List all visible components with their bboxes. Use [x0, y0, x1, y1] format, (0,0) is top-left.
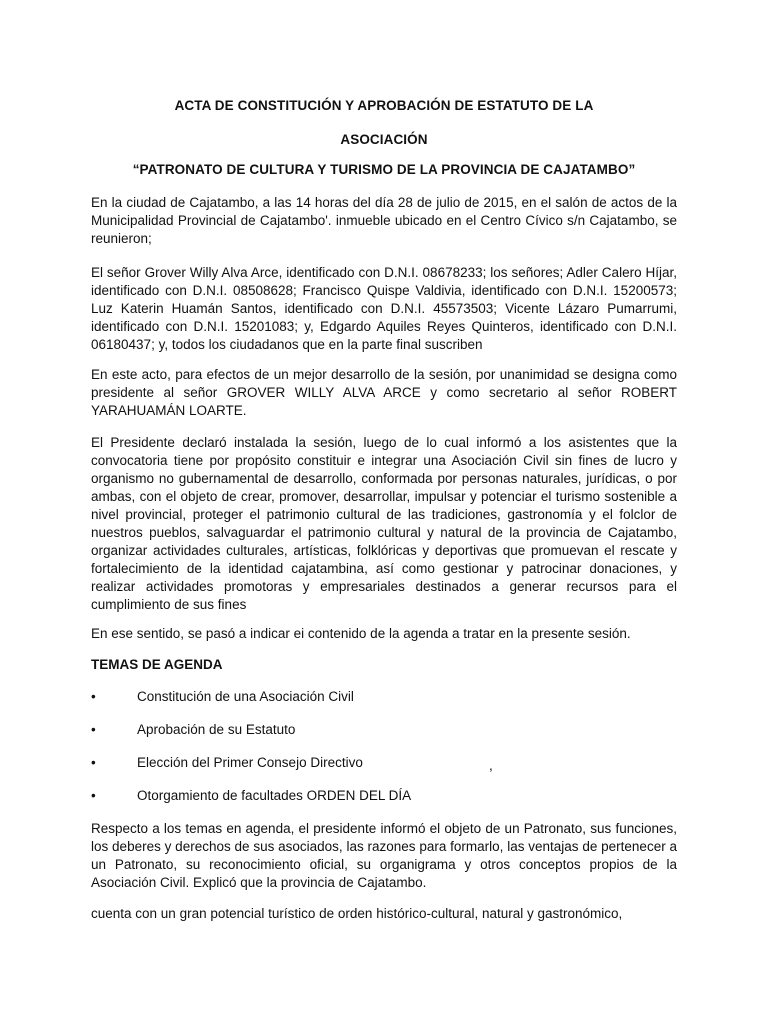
agenda-item-text: Aprobación de su Estatuto [137, 722, 296, 737]
document-title-line-3: “PATRONATO DE CULTURA Y TURISMO DE LA PROVINCIA DE CAJATAMBO” [132, 162, 636, 177]
agenda-item [91, 755, 677, 775]
bullet-icon: • [91, 722, 96, 737]
paragraph-opening: En la ciudad de Cajatambo, a las 14 horas del día 28 de julio de 2015, en el salón de actos de la Municipalidad Provincial de Cajatambo'. inmueble ubicado en el Centro Cívico s/n Cajatambo, se reunieron; [91, 195, 677, 246]
bullet-icon: • [91, 689, 96, 704]
document-title-line-2: ASOCIACIÓN [340, 132, 428, 147]
agenda-heading: TEMAS DE AGENDA [91, 657, 223, 672]
agenda-item-text: Elección del Primer Consejo Directivo [137, 755, 363, 770]
paragraph-designation: En este acto, para efectos de un mejor desarrollo de la sesión, por unanimidad se designa como presidente al señor GROVER WILLY ALVA ARCE y como secretario al señor ROBERT YARAHUAMÁN LOARTE. [91, 367, 677, 418]
bullet-icon: • [91, 755, 96, 770]
paragraph-purpose: El Presidente declaró instalada la sesión, luego de lo cual informó a los asistentes que la convocatoria tiene por propósito constituir e integrar una Asociación Civil sin fines de lucro y organismo no gubernamental de desarrollo, conformada por personas naturales, jurídicas, o por ambas, con el objeto de crear, promover, desarrollar, impulsar y potenciar el turismo sostenible a nivel provincial, proteger el patrimonio cultural de las tradiciones, gastronomía y el folclor de nuestros pueblos, salvaguardar el patrimonio cultural y natural de la provincia de Cajatambo, organizar actividades culturales, artísticas, folklóricas y deportivas que promuevan el rescate y fortalecimiento de la identidad cajatambina, así como gestionar y patrocinar donaciones, y realizar actividades promotoras y empresariales destinados a generar recursos para el cumplimiento de sus fines [91, 435, 677, 612]
bullet-icon: • [91, 788, 96, 803]
trailing-comma: , [489, 758, 493, 773]
document-title-line-1: ACTA DE CONSTITUCIÓN Y APROBACIÓN DE ESTATUTO DE LA [174, 98, 594, 113]
paragraph-continuation: cuenta con un gran potencial turístico de orden histórico-cultural, natural y gastronómico, [91, 906, 623, 921]
agenda-item [91, 689, 677, 709]
agenda-item [91, 722, 677, 742]
agenda-item-text: Constitución de una Asociación Civil [137, 689, 354, 704]
paragraph-attendees: El señor Grover Willy Alva Arce, identificado con D.N.I. 08678233; los señores; Adler Calero Híjar, identificado con D.N.I. 08508628; Francisco Quispe Valdivia, identificado con D.N.I. 15200573; Luz Katerin Huamán Santos, identificado con D.N.I. 45573503; Vicente Lázaro Pumarrumi, identificado con D.N.I. 15201083; y, Edgardo Aquiles Reyes Quinteros, identificado con D.N.I. 06180437; y, todos los ciudadanos que en la parte final suscriben [91, 265, 677, 352]
agenda-item [91, 788, 677, 808]
agenda-item-text: Otorgamiento de facultades ORDEN DEL DÍA [137, 788, 412, 803]
paragraph-agenda-intro: En ese sentido, se pasó a indicar ei contenido de la agenda a tratar en la presente sesión. [91, 626, 631, 641]
paragraph-agenda-response: Respecto a los temas en agenda, el presidente informó el objeto de un Patronato, sus funciones, los deberes y derechos de sus asociados, las razones para formarlo, las ventajas de pertenecer a un Patronato, su reconocimiento oficial, su organigrama y otros conceptos propios de la Asociación Civil. Explicó que la provincia de Cajatambo. [91, 821, 677, 890]
